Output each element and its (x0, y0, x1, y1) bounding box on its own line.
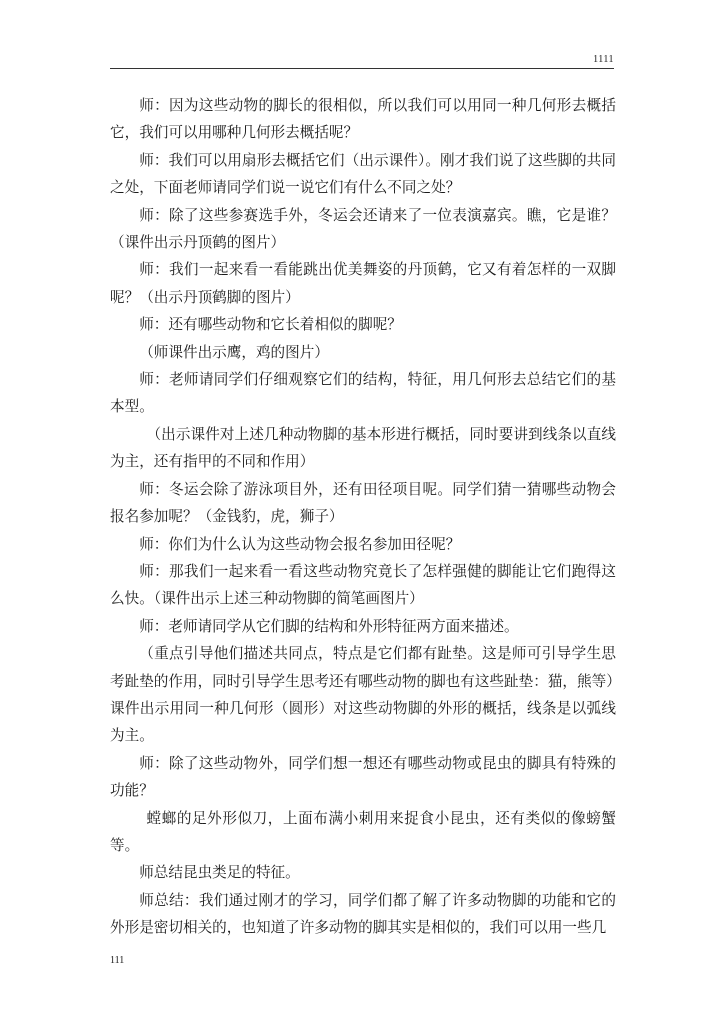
paragraph: 师：老师请同学们仔细观察它们的结构，特征，用几何形去总结它们的基本型。 (110, 371, 616, 416)
paragraph: 师：我们一起来看一看能跳出优美舞姿的丹顶鹤，它又有着怎样的一双脚呢？（出示丹顶鹤脚的图片） (110, 261, 616, 306)
paragraph: 师：我们可以用扇形去概括它们（出示课件）。刚才我们说了这些脚的共同之处，下面老师请同学们说一说它们有什么不同之处？ (110, 151, 616, 197)
paragraph: （师课件出示鹰，鸡的图片） (139, 343, 329, 361)
document-body (110, 92, 621, 942)
paragraph: 师：你们为什么认为这些动物会报名参加田径呢？ (139, 535, 461, 553)
paragraph: 师：冬运会除了游泳项目外，还有田径项目呢。同学们猜一猜哪些动物会报名参加呢？（金钱豹，虎，狮子） (110, 480, 616, 526)
footer-page-number: 111 (110, 955, 125, 966)
paragraph: 螳螂的足外形似刀，上面布满小刺用来捉食小昆虫，还有类似的像螃蟹等。 (110, 809, 616, 854)
paragraph: 师：那我们一起来看一看这些动物究竟长了怎样强健的脚能让它们跑得这么快。（课件出示上述三种动物脚的简笔画图片） (110, 562, 616, 608)
paragraph: （出示课件对上述几种动物脚的基本形进行概括，同时要讲到线条以直线为主，还有指甲的不同和作用） (110, 425, 616, 471)
paragraph: （重点引导他们描述共同点，特点是它们都有趾垫。这是师可引导学生思考趾垫的作用，同时引导学生思考还有哪些动物的脚也有这些趾垫：猫，熊等） (110, 645, 621, 690)
paragraph: 师：还有哪些动物和它长着相似的脚呢？ (139, 316, 402, 334)
paragraph: 师：除了这些动物外，同学们想一想还有哪些动物或昆虫的脚具有特殊的功能？ (110, 754, 616, 800)
paragraph: 课件出示用同一种几何形（圆形）对这些动物脚的外形的概括，线条是以弧线为主。 (110, 699, 616, 745)
paragraph: 师总结昆虫类足的特征。 (139, 864, 300, 882)
header-divider (110, 68, 614, 69)
paragraph: 师总结：我们通过刚才的学习，同学们都了解了许多动物脚的功能和它的外形是密切相关的，也知道了许多动物的脚其实是相似的，我们可以用一些几 (110, 891, 616, 937)
paragraph: 师：除了这些参赛选手外，冬运会还请来了一位表演嘉宾。瞧，它是谁？（课件出示丹顶鹤的图片） (110, 206, 616, 252)
header-page-number: 1111 (593, 54, 614, 65)
paragraph: 师：因为这些动物的脚长的很相似，所以我们可以用同一种几何形去概括它，我们可以用哪种几何形去概括呢？ (110, 97, 616, 142)
paragraph: 师：老师请同学从它们脚的结构和外形特征两方面来描述。 (139, 617, 519, 635)
